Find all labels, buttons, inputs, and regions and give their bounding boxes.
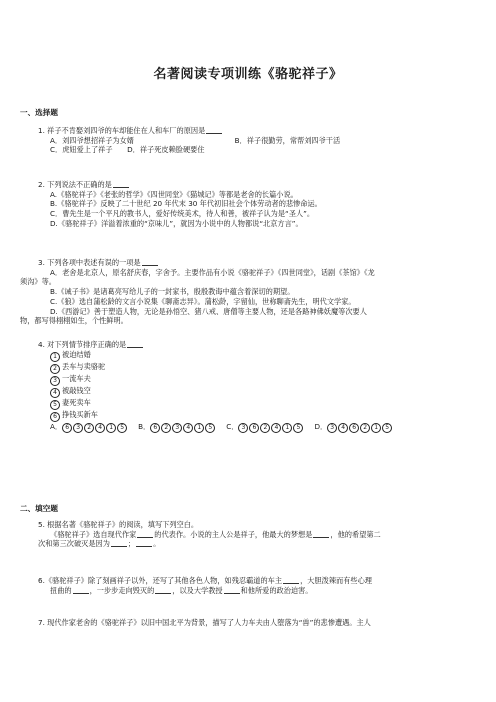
option-d: D．祥子死皮赖脸硬要住 [127, 145, 205, 155]
circled-number: 3 [327, 423, 337, 433]
text-segment: 和他所爱的政治迫害。 [240, 585, 313, 595]
sequence-option [138, 422, 216, 431]
text-segment: 《骆驼祥子》选自现代作家 [50, 529, 137, 539]
circled-number: 5 [205, 423, 215, 433]
option-a: A．老舍是北京人，原名舒庆春，字舍予。主要作品有小说《骆驼祥子》《四世同堂》，话剧《茶馆》《龙 [50, 267, 375, 277]
option-c: C.《狼》选自蒲松龄的文言小说集《聊斋志异》。蒲松龄，字留仙，世称聊斋先生，明代文学家。 [50, 296, 356, 306]
sequence-option [226, 422, 304, 431]
text-segment: 扭曲的 [50, 585, 72, 595]
option-label: D． [314, 421, 328, 431]
circled-number: 2 [84, 423, 94, 433]
plot-item-text: 被敲钱空 [62, 385, 91, 395]
answer-blank[interactable] [206, 126, 222, 134]
circled-number: 2 [50, 364, 60, 374]
circled-number: 2 [260, 423, 270, 433]
answer-blank[interactable] [224, 586, 240, 594]
answer-blank[interactable] [137, 530, 153, 538]
section-heading-choice: 一、选择题 [20, 108, 58, 117]
circled-number: 6 [249, 423, 259, 433]
text-segment: 的代表作。小说的主人公是祥子，他最大的梦想是 [154, 529, 313, 539]
circled-number: 6 [150, 423, 160, 433]
circled-number: 5 [293, 423, 303, 433]
circled-number: 4 [338, 423, 348, 433]
option-label: C． [226, 421, 239, 431]
option-d: D.《骆驼祥子》洋溢着浓重的“京味儿”，就因为小说中的人物都说“北京方言”。 [50, 218, 303, 228]
plot-item-text: 妻死卖车 [62, 397, 91, 407]
circled-number: 2 [360, 423, 370, 433]
circled-number: 1 [106, 423, 116, 433]
question-7 [38, 618, 478, 628]
circled-number: 5 [382, 423, 392, 433]
option-b: B.《骆驼祥子》反映了二十世纪 20 年代末 30 年代初旧社会个体劳动者的悲惨命运。 [50, 199, 322, 209]
plot-item-list [38, 350, 478, 422]
option-b: B．祥子很勤劳，常帮刘四爷干活 [234, 135, 341, 145]
plot-item-text: 挣钱买新车 [62, 409, 98, 419]
circled-number: 3 [73, 423, 83, 433]
text-segment: ，他的希望第二 [330, 529, 381, 539]
circled-number: 4 [95, 423, 105, 433]
text-segment: ，以及大学教授 [172, 585, 223, 595]
question-5 [38, 520, 478, 549]
plot-item [38, 374, 478, 386]
question-6 [38, 576, 478, 595]
plot-item [38, 362, 478, 374]
answer-blank[interactable] [155, 586, 171, 594]
plot-item [38, 410, 478, 422]
circled-number: 1 [371, 423, 381, 433]
text-segment: 次和第三次破灭是因为 [38, 539, 110, 549]
question-3 [20, 258, 478, 326]
circled-number: 6 [62, 423, 72, 433]
option-d: D.《西游记》善于塑造人物，无论是孙悟空、猪八戒、唐僧等主要人物，还是各路神佛妖魔等次要人 [50, 306, 367, 316]
plot-item [38, 398, 478, 410]
question-4 [38, 340, 478, 433]
answer-blank[interactable] [136, 539, 152, 547]
question-7-text: 7. 现代作家老舍的《骆驼祥子》以旧中国北平为背景，描写了人力车夫由人堕落为“兽”的悲惨遭遇。主人 [38, 618, 371, 627]
question-1 [38, 126, 478, 155]
circled-number: 3 [172, 423, 182, 433]
option-a: A．刘四爷想招祥子为女婿 [50, 135, 134, 145]
answer-blank[interactable] [283, 576, 299, 584]
circled-number: 6 [50, 412, 60, 422]
plot-item-text: 丢车与卖骆驼 [62, 361, 106, 371]
section-heading-fill: 二、填空题 [20, 504, 58, 513]
question-2 [38, 180, 478, 229]
question-4-stem: 4. 对下列情节排序正确的是 [38, 340, 127, 349]
text-segment: ，一步步走向毁灭的 [89, 585, 155, 595]
text-segment: 6.《骆驼祥子》除了刻画祥子以外，还写了其他各色人物，如残忍霸道的车主 [38, 576, 283, 585]
circled-number: 1 [282, 423, 292, 433]
plot-item-text: 一流车夫 [62, 373, 91, 383]
option-a-cont: 须沟》等。 [20, 277, 56, 287]
circled-number: 5 [50, 400, 60, 410]
plot-item [38, 386, 478, 398]
option-c: C．虎妞爱上了祥子 [50, 145, 113, 155]
circled-number: 4 [271, 423, 281, 433]
text-segment: ，大胆泼辣而有些心理 [300, 576, 372, 585]
option-label: B． [138, 421, 151, 431]
answer-blank[interactable] [113, 180, 129, 188]
page-title: 名著阅读专项训练《骆驼祥子》 [153, 67, 343, 82]
text-segment: 。 [153, 539, 161, 549]
answer-blank[interactable] [111, 539, 127, 547]
circled-number: 5 [117, 423, 127, 433]
text-segment: ； [127, 539, 136, 549]
circled-number: 2 [161, 423, 171, 433]
circled-number: 4 [183, 423, 193, 433]
question-1-stem: 1. 祥子不肯娶刘四爷的车却能住在人和车厂的原因是 [38, 126, 206, 135]
option-a: A.《骆驼祥子》《老张的哲学》《四世同堂》《猫城记》等都是老舍的长篇小说。 [50, 189, 298, 199]
circled-number: 1 [50, 352, 60, 362]
circled-number: 4 [50, 388, 60, 398]
answer-blank[interactable] [142, 258, 158, 266]
question-3-stem: 3. 下列各项中表述有误的一项是 [38, 258, 141, 267]
answer-blank[interactable] [73, 586, 89, 594]
sequence-option [314, 422, 393, 431]
sequence-options [38, 422, 478, 433]
answer-blank[interactable] [313, 530, 329, 538]
question-5-stem: 5. 根据名著《骆驼祥子》的阅读，填写下列空白。 [38, 520, 199, 529]
circled-number: 3 [50, 376, 60, 386]
option-c: C．曹先生是一个平凡的教书人，爱好传统美术，待人和善，被祥子认为是“圣人”。 [50, 209, 315, 219]
option-d-cont: 物，都写得栩栩如生，个性鲜明。 [20, 316, 128, 326]
answer-blank[interactable] [127, 340, 143, 348]
plot-item-text: 被迫结婚 [62, 349, 91, 359]
option-b: B.《诫子书》是诸葛亮写给儿子的一封家书，殷殷教诲中蕴含着深切的期望。 [50, 287, 295, 297]
question-2-stem: 2. 下列说法不正确的是 [38, 180, 112, 189]
plot-item [38, 350, 478, 362]
circled-number: 6 [349, 423, 359, 433]
circled-number: 3 [238, 423, 248, 433]
circled-number: 1 [194, 423, 204, 433]
option-label: A． [50, 421, 63, 431]
sequence-option [50, 422, 128, 431]
